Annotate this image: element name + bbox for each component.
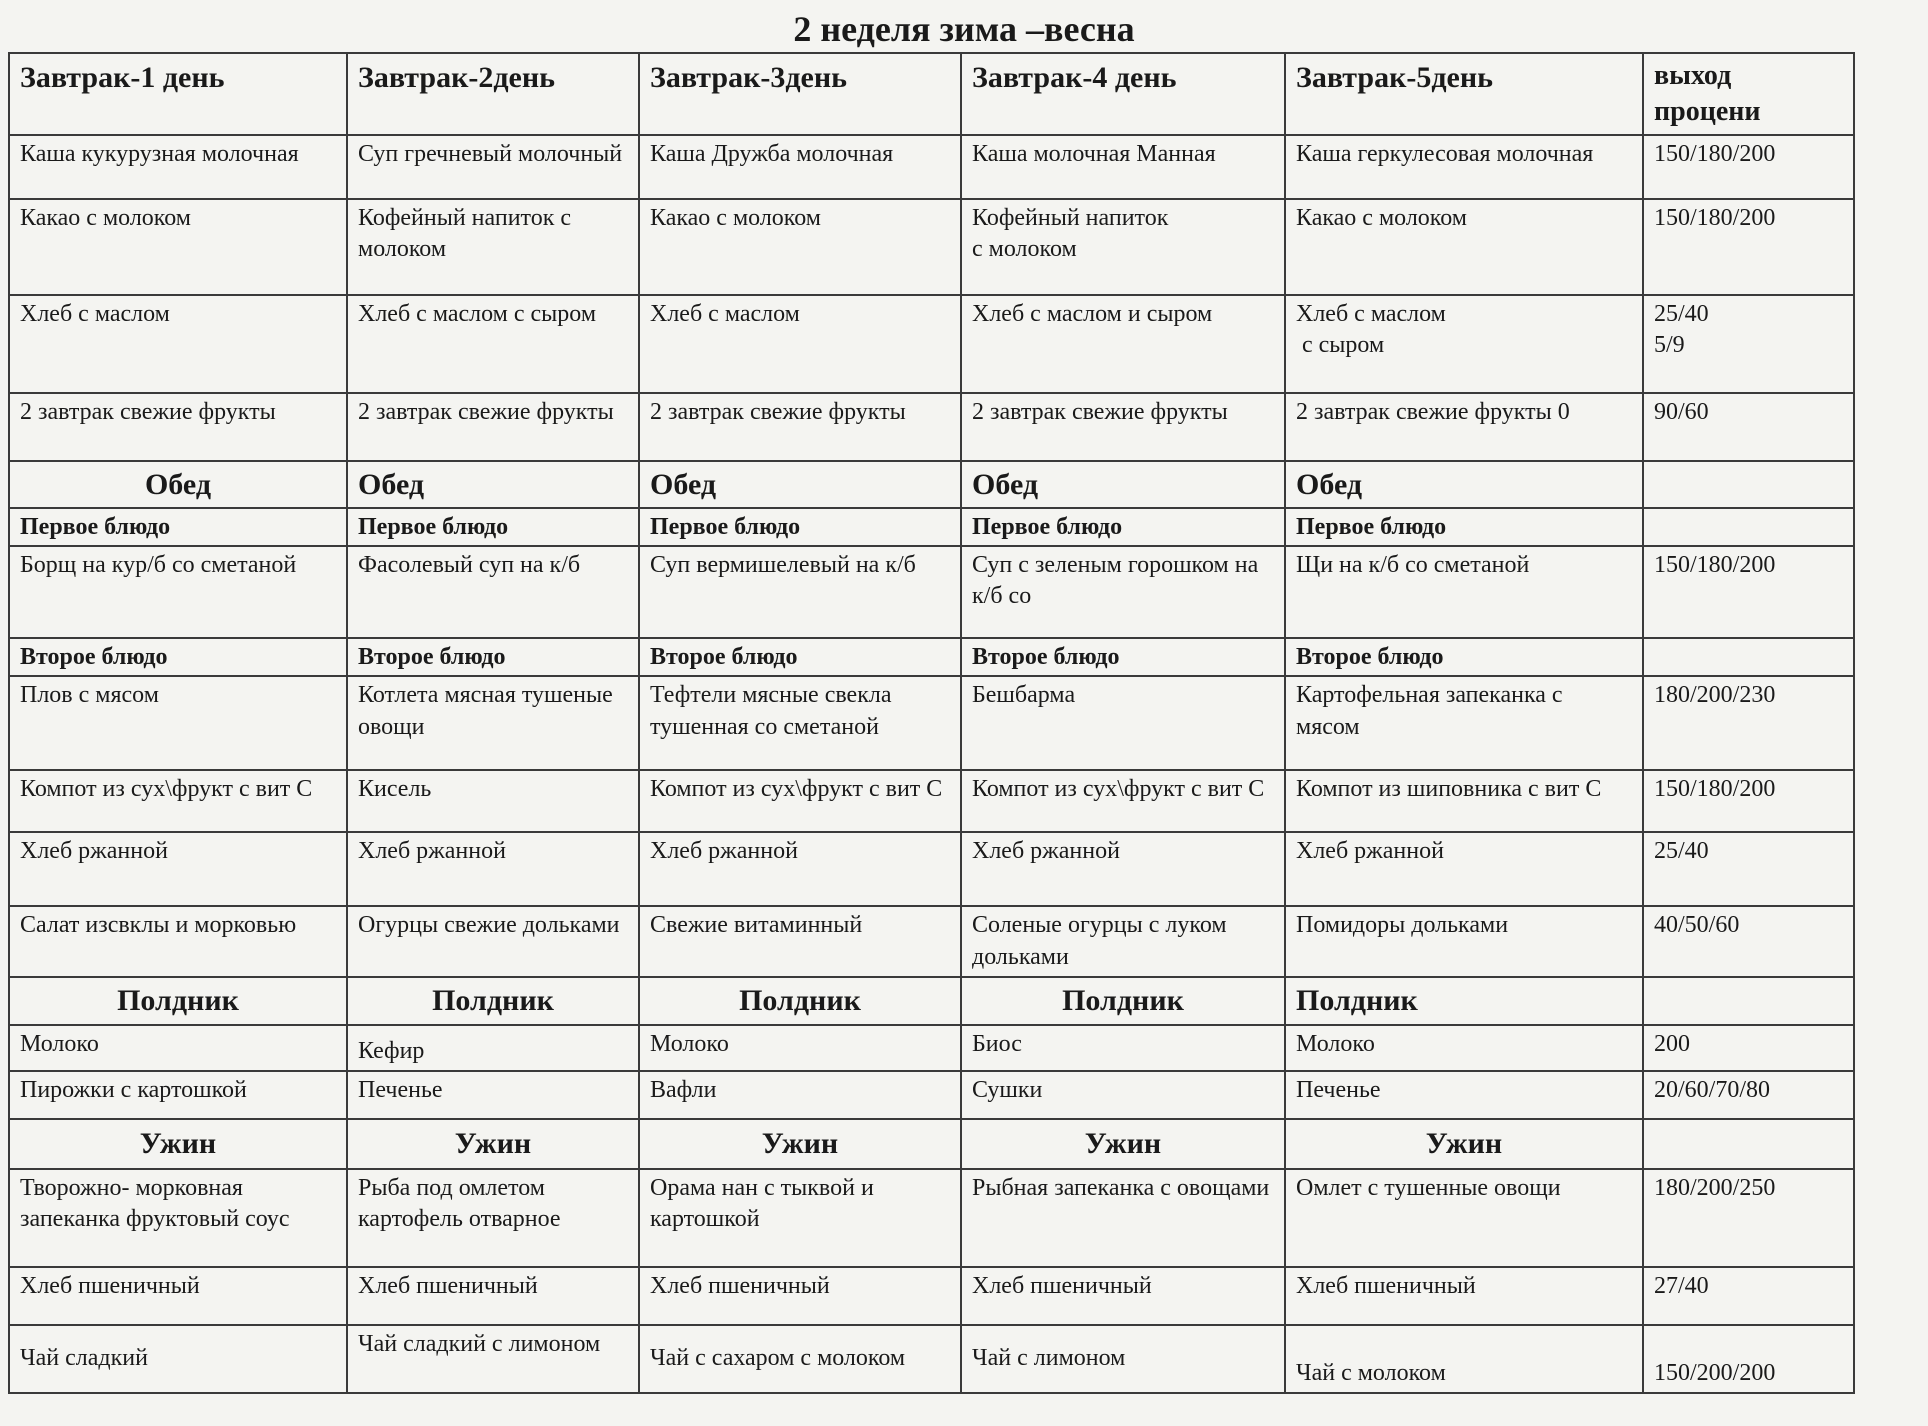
- cell: Орама нан с тыквой и картошкой: [639, 1169, 961, 1267]
- portion-cell: 20/60/70/80: [1643, 1071, 1854, 1119]
- course-label: Первое блюдо: [347, 508, 639, 546]
- portion-cell: 25/40: [1643, 832, 1854, 906]
- course-label: Второе блюдо: [1285, 638, 1643, 676]
- cell: Тефтели мясные свекла тушенная со сметаной: [639, 676, 961, 770]
- section-label: Обед: [639, 461, 961, 508]
- course-label: Первое блюдо: [961, 508, 1285, 546]
- cell: Суп с зеленым горошком на к/б со: [961, 546, 1285, 638]
- dinner-header-row: [9, 1119, 1854, 1169]
- portion-header: [1643, 53, 1854, 135]
- course-label: Второе блюдо: [961, 638, 1285, 676]
- section-label: Ужин: [1285, 1119, 1643, 1169]
- section-label: Ужин: [961, 1119, 1285, 1169]
- cell: [1285, 295, 1643, 393]
- cell: Какао с молоком: [639, 199, 961, 295]
- section-label: Полдник: [347, 977, 639, 1025]
- cell: Какао с молоком: [1285, 199, 1643, 295]
- cell: Чай с молоком: [1285, 1325, 1643, 1393]
- cell: Чай сладкий: [9, 1325, 347, 1393]
- cell: Хлеб ржанной: [9, 832, 347, 906]
- portion-header-line1: выход: [1654, 60, 1732, 91]
- section-label: Обед: [961, 461, 1285, 508]
- cell: Печенье: [1285, 1071, 1643, 1119]
- portion-header-line2: процени: [1654, 96, 1761, 128]
- dinner-bread-row: [9, 1267, 1854, 1325]
- lunch-header-row: [9, 461, 1854, 508]
- cell: Салат изсвклы и морковью: [9, 906, 347, 976]
- course-label: Второе блюдо: [639, 638, 961, 676]
- cell: Рыба под омлетом картофель отварное: [347, 1169, 639, 1267]
- cell: 2 завтрак свежие фрукты: [347, 393, 639, 461]
- portion-cell: 27/40: [1643, 1267, 1854, 1325]
- breakfast-bread-row: [9, 295, 1854, 393]
- lunch-first-label-row: [9, 508, 1854, 546]
- cell: Чай с сахаром с молоком: [639, 1325, 961, 1393]
- cell: Кисель: [347, 770, 639, 832]
- section-label: Ужин: [9, 1119, 347, 1169]
- portion-cell: 180/200/250: [1643, 1169, 1854, 1267]
- dinner-tea-row: [9, 1325, 1854, 1393]
- cell: Биос: [961, 1025, 1285, 1071]
- portion-cell: [1643, 295, 1854, 393]
- cell: Творожно- морковная запеканка фруктовый соус: [9, 1169, 347, 1267]
- cell: 2 завтрак свежие фрукты: [9, 393, 347, 461]
- cell: Рыбная запеканка с овощами: [961, 1169, 1285, 1267]
- cell: Чай сладкий с лимоном: [347, 1325, 639, 1393]
- empty-cell: [1643, 1119, 1854, 1169]
- cell: Каша Дружба молочная: [639, 135, 961, 199]
- cell: Хлеб с маслом и сыром: [961, 295, 1285, 393]
- cell: Молоко: [9, 1025, 347, 1071]
- cell: Кефир: [347, 1025, 639, 1071]
- day-2-header: Завтрак-2день: [347, 53, 639, 135]
- cell: Борщ на кур/б со сметаной: [9, 546, 347, 638]
- cell: Хлеб пшеничный: [347, 1267, 639, 1325]
- cell: Суп вермишелевый на к/б: [639, 546, 961, 638]
- section-label: Полдник: [639, 977, 961, 1025]
- menu-table: [8, 52, 1855, 1394]
- cell: Какао с молоком: [9, 199, 347, 295]
- cell: Кофейный напиток с молоком: [347, 199, 639, 295]
- day-1-header: Завтрак-1 день: [9, 53, 347, 135]
- cell: Печенье: [347, 1071, 639, 1119]
- cell: Хлеб пшеничный: [639, 1267, 961, 1325]
- cell: Хлеб пшеничный: [961, 1267, 1285, 1325]
- cell: Пирожки с картошкой: [9, 1071, 347, 1119]
- portion-cell: 200: [1643, 1025, 1854, 1071]
- section-label: Ужин: [639, 1119, 961, 1169]
- portion-cell: 40/50/60: [1643, 906, 1854, 976]
- cell: Вафли: [639, 1071, 961, 1119]
- course-label: Второе блюдо: [347, 638, 639, 676]
- section-label: Ужин: [347, 1119, 639, 1169]
- snack-milk-row: [9, 1025, 1854, 1071]
- cell: Хлеб ржанной: [1285, 832, 1643, 906]
- cell-line: с молоком: [972, 236, 1077, 263]
- cell: Чай с лимоном: [961, 1325, 1285, 1393]
- cell: Хлеб с маслом: [9, 295, 347, 393]
- breakfast-drink-row: [9, 199, 1854, 295]
- cell-line: Кофейный напиток: [972, 205, 1169, 231]
- portion-cell: 150/180/200: [1643, 770, 1854, 832]
- portion-cell: 150/180/200: [1643, 546, 1854, 638]
- cell: Щи на к/б со сметаной: [1285, 546, 1643, 638]
- snack-pastry-row: [9, 1071, 1854, 1119]
- course-label: Первое блюдо: [639, 508, 961, 546]
- cell: Компот из сух\фрукт с вит С: [961, 770, 1285, 832]
- breakfast-fruit-row: [9, 393, 1854, 461]
- cell: Хлеб пшеничный: [9, 1267, 347, 1325]
- cell-line: 25/40: [1654, 301, 1709, 327]
- cell: Молоко: [639, 1025, 961, 1071]
- cell: Компот из шиповника с вит С: [1285, 770, 1643, 832]
- page-title: 2 неделя зима –весна: [793, 9, 1135, 49]
- day-5-header: Завтрак-5день: [1285, 53, 1643, 135]
- cell: Молоко: [1285, 1025, 1643, 1071]
- cell: Свежие витаминный: [639, 906, 961, 976]
- portion-cell: 180/200/230: [1643, 676, 1854, 770]
- section-label: Обед: [1285, 461, 1643, 508]
- empty-cell: [1643, 638, 1854, 676]
- cell: Хлеб ржанной: [347, 832, 639, 906]
- cell-line: 5/9: [1654, 332, 1685, 359]
- cell: Сушки: [961, 1071, 1285, 1119]
- cell: Котлета мясная тушеные овощи: [347, 676, 639, 770]
- cell: Хлеб ржанной: [639, 832, 961, 906]
- cell: Соленые огурцы с луком дольками: [961, 906, 1285, 976]
- lunch-compote-row: [9, 770, 1854, 832]
- dinner-main-row: [9, 1169, 1854, 1267]
- section-label: Обед: [347, 461, 639, 508]
- cell: 2 завтрак свежие фрукты 0: [1285, 393, 1643, 461]
- cell: Хлеб с маслом: [639, 295, 961, 393]
- cell: Суп гречневый молочный: [347, 135, 639, 199]
- course-label: Второе блюдо: [9, 638, 347, 676]
- day-4-header: Завтрак-4 день: [961, 53, 1285, 135]
- snack-header-row: [9, 977, 1854, 1025]
- section-label: Обед: [9, 461, 347, 508]
- course-label: Первое блюдо: [1285, 508, 1643, 546]
- lunch-bread-row: [9, 832, 1854, 906]
- header-row: [9, 53, 1854, 135]
- section-label: Полдник: [1285, 977, 1643, 1025]
- section-label: Полдник: [9, 977, 347, 1025]
- portion-cell: 150/200/200: [1643, 1325, 1854, 1393]
- cell: Фасолевый суп на к/б: [347, 546, 639, 638]
- cell: Хлеб ржанной: [961, 832, 1285, 906]
- lunch-first-row: [9, 546, 1854, 638]
- breakfast-porridge-row: [9, 135, 1854, 199]
- empty-cell: [1643, 461, 1854, 508]
- day-3-header: Завтрак-3день: [639, 53, 961, 135]
- lunch-second-row: [9, 676, 1854, 770]
- portion-cell: 150/180/200: [1643, 199, 1854, 295]
- portion-cell: 150/180/200: [1643, 135, 1854, 199]
- cell: Бешбарма: [961, 676, 1285, 770]
- empty-cell: [1643, 977, 1854, 1025]
- cell: Хлеб пшеничный: [1285, 1267, 1643, 1325]
- cell: Хлеб с маслом с сыром: [347, 295, 639, 393]
- portion-cell: 90/60: [1643, 393, 1854, 461]
- cell: 2 завтрак свежие фрукты: [639, 393, 961, 461]
- cell: Плов с мясом: [9, 676, 347, 770]
- cell: Помидоры дольками: [1285, 906, 1643, 976]
- cell: [961, 199, 1285, 295]
- lunch-second-label-row: [9, 638, 1854, 676]
- course-label: Первое блюдо: [9, 508, 347, 546]
- cell: Каша геркулесовая молочная: [1285, 135, 1643, 199]
- cell: 2 завтрак свежие фрукты: [961, 393, 1285, 461]
- cell: Компот из сух\фрукт с вит С: [9, 770, 347, 832]
- cell: Каша кукурузная молочная: [9, 135, 347, 199]
- cell-line: с сыром: [1302, 332, 1385, 359]
- section-label: Полдник: [961, 977, 1285, 1025]
- cell: Омлет с тушенные овощи: [1285, 1169, 1643, 1267]
- cell: Картофельная запеканка с мясом: [1285, 676, 1643, 770]
- cell-line: Хлеб с маслом: [1296, 301, 1446, 327]
- cell: Компот из сух\фрукт с вит С: [639, 770, 961, 832]
- empty-cell: [1643, 508, 1854, 546]
- cell: Огурцы свежие дольками: [347, 906, 639, 976]
- lunch-salad-row: [9, 906, 1854, 976]
- cell: Каша молочная Манная: [961, 135, 1285, 199]
